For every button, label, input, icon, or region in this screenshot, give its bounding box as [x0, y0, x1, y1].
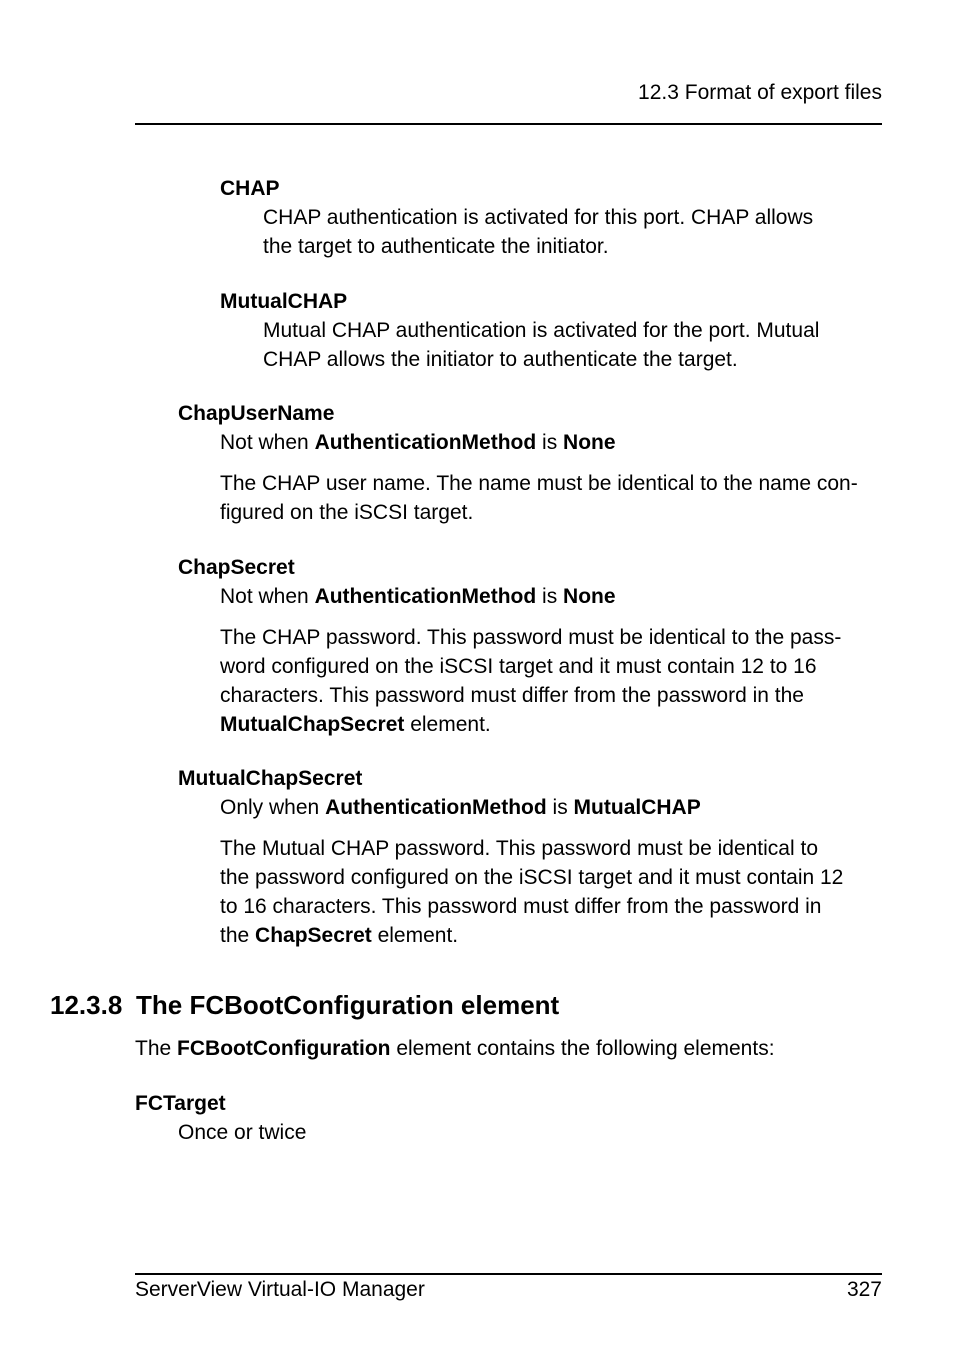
section-title: The FCBootConfiguration element — [136, 990, 560, 1020]
term-fctarget: FCTarget — [135, 1092, 226, 1115]
element-ref: ChapSecret — [255, 924, 372, 947]
condition-prefix: Only when — [220, 796, 326, 819]
condition-value: MutualCHAP — [573, 796, 701, 819]
fctarget-desc: Once or twice — [178, 1121, 307, 1144]
desc-text: element. — [371, 924, 459, 947]
condition-is: is — [536, 585, 564, 608]
condition-prefix: Not when — [220, 431, 315, 454]
mutualchap-desc-line1: Mutual CHAP authentication is activated for the port. Mutual — [263, 319, 820, 342]
condition-element: AuthenticationMethod — [314, 431, 537, 454]
chap-desc-line1: CHAP authentication is activated for this port. CHAP allows — [263, 206, 814, 229]
condition-is: is — [536, 431, 564, 454]
chapsecret-desc-line2: word configured on the iSCSI target and it must contain 12 to 16 — [220, 655, 817, 678]
term-mutualchapsecret: MutualChapSecret — [178, 767, 363, 790]
section-number: 12.3.8 — [50, 990, 123, 1020]
term-chap: CHAP — [220, 177, 280, 200]
element-ref: FCBootConfiguration — [177, 1037, 391, 1060]
desc-text: element. — [404, 713, 491, 736]
chapsecret-desc-line3: characters. This password must differ from the password in the — [220, 684, 804, 707]
condition-prefix: Not when — [220, 585, 315, 608]
running-header: 12.3 Format of export files — [638, 81, 882, 104]
mutualchap-desc-line2: CHAP allows the initiator to authenticate the target. — [263, 348, 738, 371]
chapsecret-desc-line1: The CHAP password. This password must be identical to the pass- — [220, 626, 842, 649]
condition-element: AuthenticationMethod — [314, 585, 537, 608]
element-ref: MutualChapSecret — [220, 713, 405, 736]
condition-value: None — [563, 585, 616, 608]
chap-desc-line2: the target to authenticate the initiator. — [263, 235, 609, 258]
chapusername-desc-line2: figured on the iSCSI target. — [220, 501, 474, 524]
chapusername-condition — [220, 428, 616, 457]
chapsecret-desc-line4 — [220, 710, 491, 739]
mutualchapsecret-desc-line1: The Mutual CHAP password. This password must be identical to — [220, 837, 818, 860]
chapusername-desc-line1: The CHAP user name. The name must be identical to the name con- — [220, 472, 858, 495]
term-chapusername: ChapUserName — [178, 402, 335, 425]
header-rule — [135, 123, 882, 125]
mutualchapsecret-desc-line2: the password configured on the iSCSI target and it must contain 12 — [220, 866, 844, 889]
term-mutualchap: MutualCHAP — [220, 290, 348, 313]
intro-text: element contains the following elements: — [390, 1037, 775, 1060]
page-number: 327 — [846, 1278, 882, 1301]
term-chapsecret: ChapSecret — [178, 556, 295, 579]
condition-element: AuthenticationMethod — [325, 796, 547, 819]
mutualchapsecret-desc-line3: to 16 characters. This password must differ from the password in — [220, 895, 822, 918]
mutualchapsecret-condition — [220, 793, 701, 822]
condition-value: None — [563, 431, 616, 454]
desc-text: the — [220, 924, 256, 947]
chapsecret-condition — [220, 582, 616, 611]
section-intro — [135, 1034, 775, 1063]
mutualchapsecret-desc-line4 — [220, 921, 458, 950]
footer-product: ServerView Virtual-IO Manager — [135, 1278, 425, 1301]
intro-text: The — [135, 1037, 178, 1060]
condition-is: is — [546, 796, 574, 819]
section-heading — [50, 988, 559, 1022]
